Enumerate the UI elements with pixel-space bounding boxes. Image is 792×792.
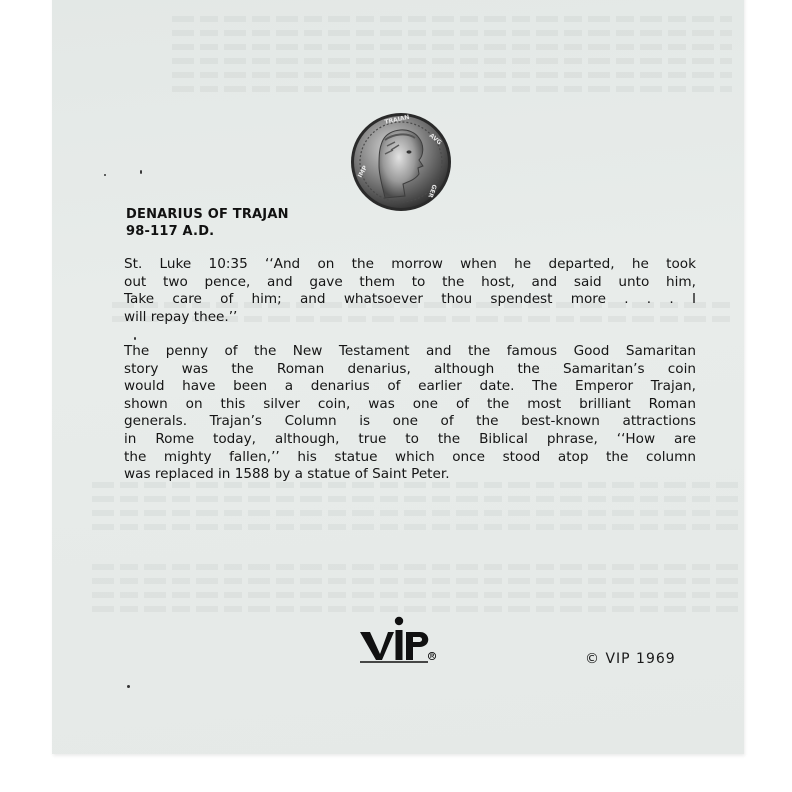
show-through-bottom [92,474,742,620]
heading-dates: 98-117 A.D. [126,224,215,239]
body-line: The penny of the New Testament and the famous Good Samaritan [124,343,696,359]
coin-heading [126,206,289,240]
show-through-top [172,8,732,100]
speck [104,174,106,176]
heading-title: DENARIUS OF TRAJAN [126,207,289,222]
body-line: in Rome today, although, true to the Biblical phrase, ‘‘How are [124,430,696,447]
verse-line: will repay thee.’’ [124,308,238,325]
speck [127,685,130,688]
body-line: was replaced in 1588 by a statue of Saint Peter. [124,466,450,483]
svg-text:AVG: AVG [427,132,443,147]
denarius-coin-image [349,110,453,214]
description-paragraph [124,343,696,484]
svg-text:GER: GER [426,183,438,199]
verse-line: Take care of him; and whatsoever thou spendest more . . . I [124,291,696,308]
body-line: story was the Roman denarius, although the Samaritan’s coin [124,360,696,377]
body-line: the mighty fallen,’’ his statue which once stood atop the column [124,448,696,465]
verse-line: St. Luke 10:35 ‘‘And on the morrow when he departed, he took [124,256,696,272]
speck [134,337,136,340]
svg-text:TRAIAN: TRAIAN [383,113,411,126]
svg-text:IMP: IMP [356,164,370,179]
copyright-notice: © VIP 1969 [585,651,676,667]
speck [140,170,142,174]
body-line: shown on this silver coin, was one of the most brilliant Roman [124,395,696,412]
vip-logo [358,614,440,666]
body-line: would have been a denarius of earlier date. The Emperor Trajan, [124,378,696,395]
verse-line: out two pence, and gave them to the host, and said unto him, [124,273,696,290]
scripture-verse [124,256,696,326]
body-line: generals. Trajan’s Column is one of the best-known attractions [124,413,696,430]
